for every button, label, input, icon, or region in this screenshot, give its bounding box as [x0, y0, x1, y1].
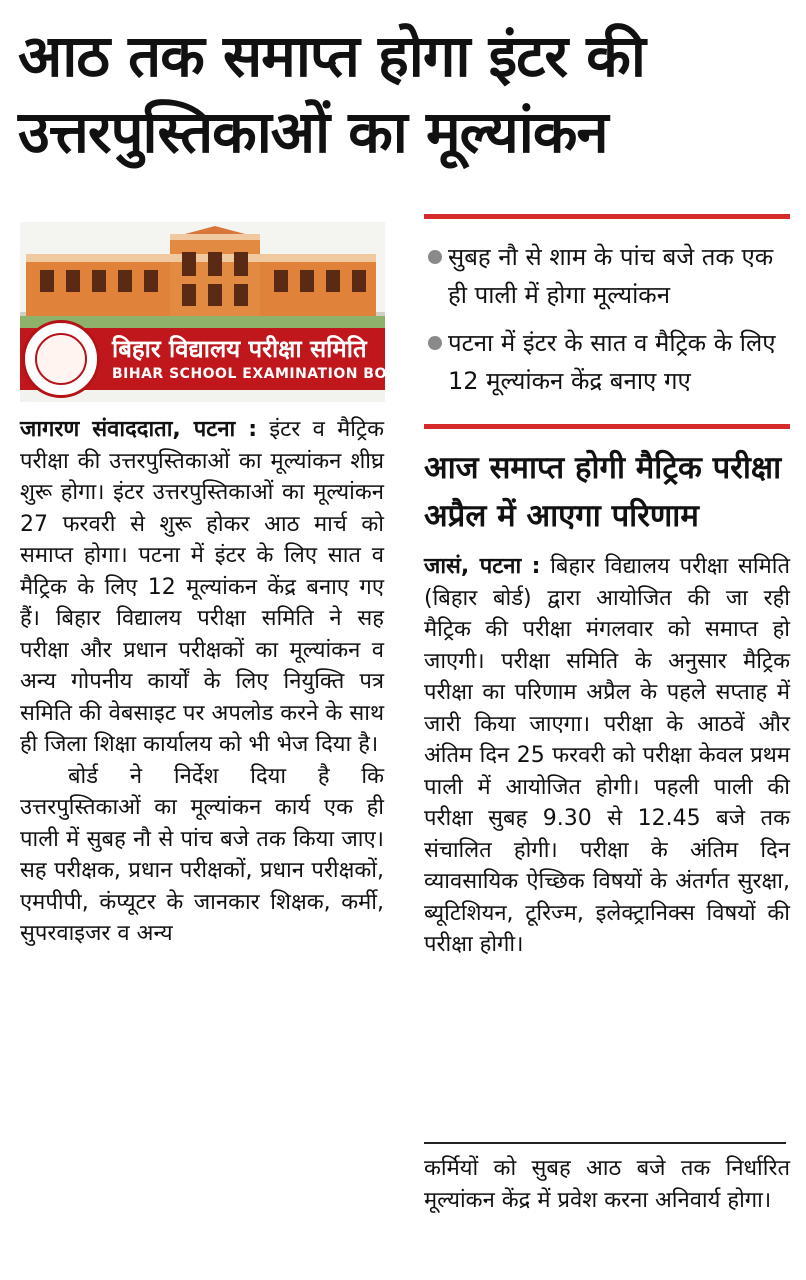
board-name-hindi: बिहार विद्यालय परीक्षा समिति	[112, 335, 367, 363]
article-paragraph-1-body: इंटर व मैट्रिक परीक्षा की उत्तरपुस्तिकाओं का मूल्यांकन शीघ्र शुरू होगा। इंटर उत्तरपुस्तिकाओं का मूल्यांकन 27 फरवरी से शुरू होकर आठ मार्च को समाप्त होगा। पटना में इंटर के लिए सात व मैट्रिक के लिए 12 मूल्यांकन केंद्र बनाए गए हैं। बिहार विद्यालय परीक्षा समिति ने सह परीक्षा और प्रधान परीक्षकों का मूल्यांकन व अन्य गोपनीय कार्यों के लिए नियुक्ति पत्र समिति की वेबसाइट पर अपलोड करने के साथ ही जिला शिक्षा कार्यालय को भी भेज दिया है।	[20, 417, 384, 757]
continuation-text	[424, 1153, 790, 1216]
highlight-item	[426, 238, 792, 314]
board-name-english: BIHAR SCHOOL EXAMINATION BOARD	[112, 366, 422, 382]
thin-divider	[424, 1142, 786, 1144]
bullet-dot-icon	[428, 336, 442, 350]
highlight-text: पटना में इंटर के सात व मैट्रिक के लिए 12 मूल्यांकन केंद्र बनाए गए	[448, 329, 776, 395]
bullet-dot-icon	[428, 250, 442, 264]
side-story-headline: आज समाप्त होगी मैट्रिक परीक्षा अप्रैल में आएगा परिणाम	[424, 450, 782, 534]
highlight-item	[426, 324, 792, 400]
side-story-paragraph	[424, 551, 790, 961]
board-name-banner	[20, 328, 422, 390]
main-headline-line-2: उत्तरपुस्तिकाओं का मूल्यांकन	[18, 98, 608, 166]
highlights-box	[426, 238, 792, 410]
side-story-byline: जासं, पटना :	[424, 554, 541, 579]
left-article-column	[20, 414, 384, 950]
article-paragraph-2: बोर्ड ने निर्देश दिया है कि उत्तरपुस्तिकाओं का मूल्यांकन कार्य एक ही पाली में सुबह नौ से पांच बजे तक किया जाए। सह परीक्षक, प्रधान परीक्षकों, प्रधान परीक्षकों, एमपीपी, कंप्यूटर के जानकार शिक्षक, कर्मी, सुपरवाइजर व अन्य	[20, 763, 384, 946]
main-headline	[18, 18, 798, 170]
bseb-building-photo	[20, 222, 422, 402]
article-paragraph-1	[20, 414, 384, 761]
side-story-text: बिहार विद्यालय परीक्षा समिति (बिहार बोर्ड) द्वारा आयोजित की जा रही मैट्रिक की परीक्षा मंगलवार को समाप्त हो जाएगी। परीक्षा समिति के अनुसार मैट्रिक परीक्षा का परिणाम अप्रैल के पहले सप्ताह में जारी किया जाएगा। परीक्षा के आठवें और अंतिम दिन 25 फरवरी को परीक्षा केवल प्रथम पाली में आयोजित होगी। पहली पाली की परीक्षा सुबह 9.30 से 12.45 बजे तक संचालित होगी। परीक्षा के अंतिम दिन व्यावसायिक ऐच्छिक विषयों के अंतर्गत सुरक्षा, ब्यूटिशियन, टूरिज्म, इलेक्ट्रानिक्स विषयों की परीक्षा होगी।	[424, 554, 790, 957]
top-red-rule	[424, 214, 790, 219]
side-story-body	[424, 551, 790, 961]
middle-red-rule	[424, 424, 790, 429]
continuation-paragraph: कर्मियों को सुबह आठ बजे तक निर्धारित मूल्यांकन केंद्र में प्रवेश करना अनिवार्य होगा।	[424, 1156, 790, 1213]
building-illustration	[20, 222, 385, 332]
article-byline: जागरण संवाददाता, पटना :	[20, 417, 258, 442]
highlight-text: सुबह नौ से शाम के पांच बजे तक एक ही पाली में होगा मूल्यांकन	[448, 243, 774, 309]
main-headline-line-1: आठ तक समाप्त होगा इंटर की	[18, 22, 645, 90]
bseb-logo-icon	[22, 320, 100, 398]
